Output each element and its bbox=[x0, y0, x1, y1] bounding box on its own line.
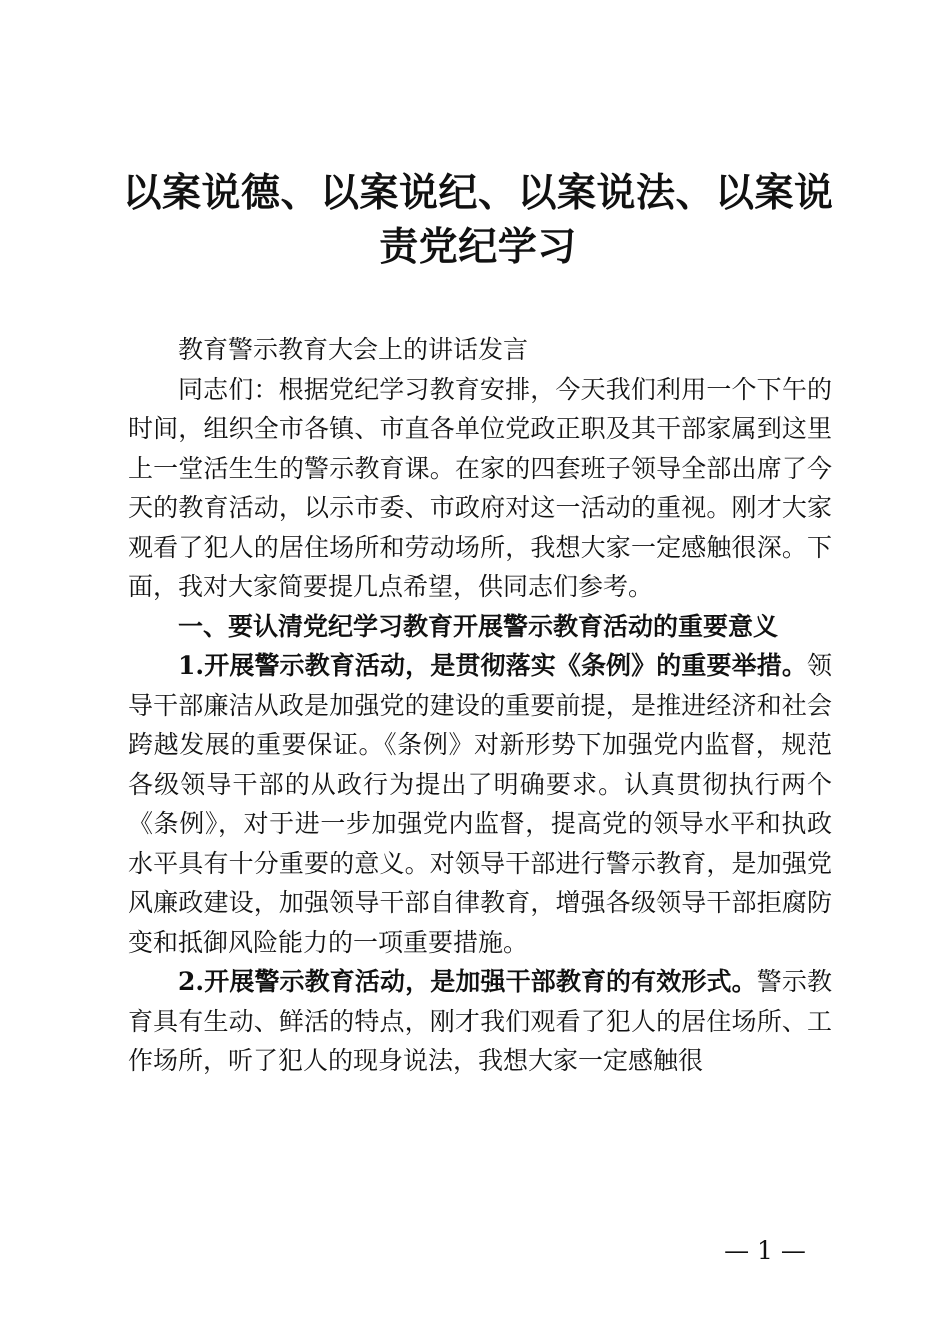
page-number: — 1 — bbox=[724, 1236, 806, 1265]
subtitle-line: 教育警示教育大会上的讲话发言 bbox=[178, 335, 529, 364]
item2-paragraph bbox=[128, 962, 832, 1081]
item2-lead: 2.开展警示教育活动，是加强干部教育的有效形式。 bbox=[178, 967, 757, 996]
item1-text: 领导干部廉洁从政是加强党的建设的重要前提，是推进经济和社会跨越发展的重要保证。《条例》对新形势下加强党内监督，规范各级领导干部的从政行为提出了明确要求。认真贯彻执行两个《条例》，对于进一步加强党内监督，提高党的领导水平和执政水平具有十分重要的意义。对领导干部进行警示教育，是加强党风廉政建设，加强领导干部自律教育，增强各级领导干部拒腐防变和抵御风险能力的一项重要措施。 bbox=[128, 651, 832, 957]
item1-lead: 1.开展警示教育活动，是贯彻落实《条例》的重要举措。 bbox=[178, 651, 807, 680]
document-title: 以案说德、以案说纪、以案说法、以案说责党纪学习 bbox=[122, 170, 834, 270]
item2-text: 警示教育具有生动、鲜活的特点，刚才我们观看了犯人的居住场所、工作场所，听了犯人的现身说法，我想大家一定感触很 bbox=[128, 967, 832, 1075]
section-heading: 一、要认清党纪学习教育开展警示教育活动的重要意义 bbox=[178, 611, 779, 641]
opening-paragraph: 同志们：根据党纪学习教育安排，今天我们利用一个下午的时间，组织全市各镇、市直各单位党政正职及其干部家属到这里上一堂活生生的警示教育课。在家的四套班子领导全部出席了今天的教育活动，以示市委、市政府对这一活动的重视。刚才大家观看了犯人的居住场所和劳动场所，我想大家一定感触很深。下面，我对大家简要提几点希望，供同志们参考。 bbox=[128, 374, 832, 601]
document-body bbox=[128, 330, 832, 1081]
item1-paragraph bbox=[128, 646, 832, 962]
